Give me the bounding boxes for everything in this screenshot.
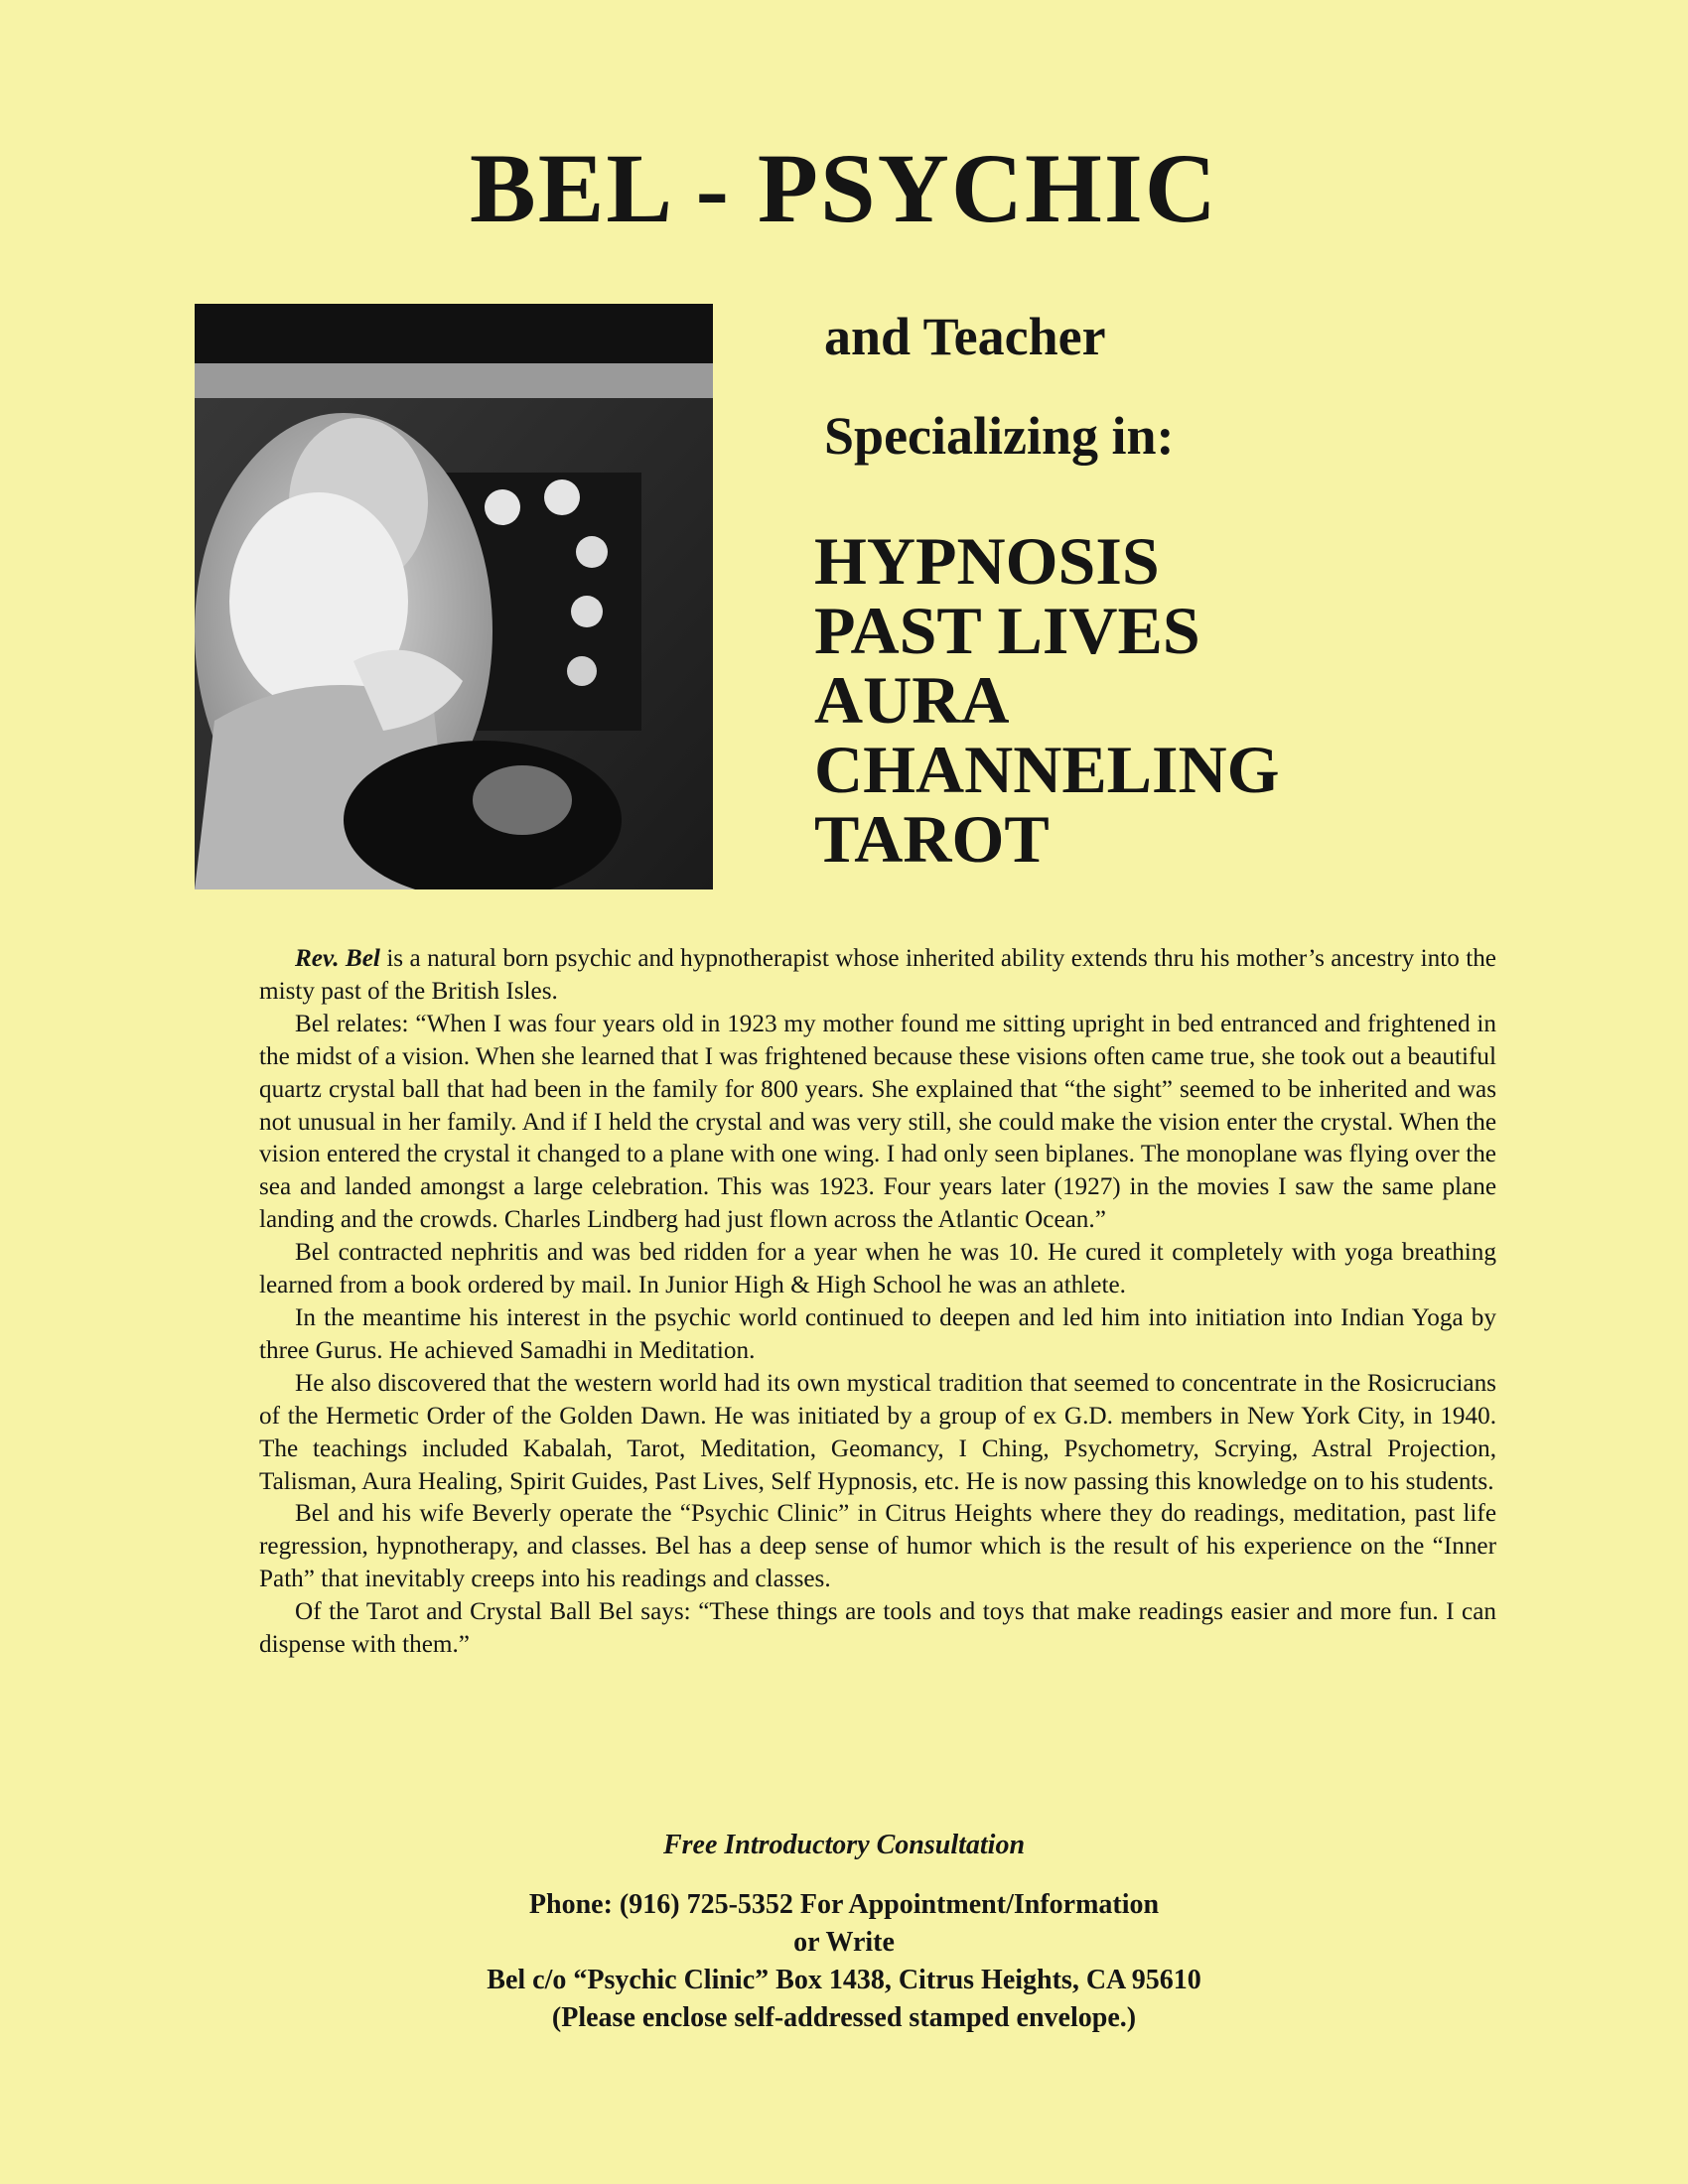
- phone-line: Phone: (916) 725-5352 For Appointment/Information: [528, 1889, 1160, 1920]
- bio-paragraph-5: He also discovered that the western world had its own mystical tradition that seemed to concentrate in the Rosicrucians of the Hermetic Order of the Golden Dawn. He was initiated by a group of ex G.D. members in New York City, in 1940. The teachings included Kabalah, Tarot, Meditation, Geomancy, I Ching, Psychometry, Scrying, Astral Projection, Talisman, Aura Healing, Spirit Guides, Past Lives, Self Hypnosis, etc. He is now passing this knowledge on to his students.: [259, 1369, 1496, 1495]
- biography-text: [259, 943, 1496, 1662]
- specialty-item: PAST LIVES: [814, 593, 1200, 668]
- specialty-item: AURA: [814, 662, 1010, 738]
- bio-paragraph-4: In the meantime his interest in the psychic world continued to deepen and led him into initiation into Indian Yoga by three Gurus. He achieved Samadhi in Meditation.: [259, 1303, 1496, 1364]
- subtitle-line-1: and Teacher: [824, 307, 1106, 366]
- specialties-list: [814, 523, 1280, 877]
- portrait-image: [195, 304, 713, 889]
- specialty-item: CHANNELING: [814, 732, 1280, 807]
- subtitle-line-2: Specializing in:: [824, 406, 1175, 466]
- contact-footer: [0, 1827, 1688, 2037]
- bio-paragraph-1: [259, 943, 1496, 1009]
- specialty-item: TAROT: [814, 801, 1050, 877]
- bio-paragraph-1-text: is a natural born psychic and hypnotherapist whose inherited ability extends thru his mother’s ancestry into the misty past of the British Isles.: [259, 945, 1496, 1005]
- bio-lead-name: Rev. Bel: [295, 945, 380, 972]
- free-consultation-heading: Free Introductory Consultation: [662, 1830, 1026, 1860]
- or-write-line: or Write: [793, 1927, 895, 1958]
- bio-paragraph-7: Of the Tarot and Crystal Ball Bel says: “These things are tools and toys that make readings easier and more fun. I can dispense with them.”: [259, 1598, 1496, 1659]
- mailing-address: Bel c/o “Psychic Clinic” Box 1438, Citrus Heights, CA 95610: [487, 1965, 1201, 1995]
- flyer-title: BEL - PSYCHIC: [470, 133, 1218, 243]
- bio-paragraph-3: Bel contracted nephritis and was bed ridden for a year when he was 10. He cured it completely with yoga breathing learned from a book ordered by mail. In Junior High & High School he was an athlete.: [259, 1239, 1496, 1299]
- bio-paragraph-2: Bel relates: “When I was four years old in 1923 my mother found me sitting upright in bed entranced and frightened in the midst of a vision. When she learned that I was frightened because these visions often came true, she took out a beautiful quartz crystal ball that had been in the family for 800 years. She explained that “the sight” seemed to be inherited and was not unusual in her family. And if I held the crystal and was very still, she could make the vision enter the crystal. When the vision entered the crystal it changed to a plane with one wing. I had only seen biplanes. The monoplane was flying over the sea and landed amongst a large celebration. This was 1923. Four years later (1927) in the movies I saw the same plane landing and the crowds. Charles Lindberg had just flown across the Atlantic Ocean.”: [259, 1010, 1496, 1234]
- envelope-note: (Please enclose self-addressed stamped envelope.): [551, 2002, 1137, 2033]
- portrait-photo: [195, 304, 713, 889]
- bio-paragraph-6: Bel and his wife Beverly operate the “Psychic Clinic” in Citrus Heights where they do readings, meditation, past life regression, hypnotherapy, and classes. Bel has a deep sense of humor which is the result of his experience on the “Inner Path” that inevitably creeps into his readings and classes.: [259, 1500, 1496, 1593]
- specialty-item: HYPNOSIS: [814, 523, 1160, 599]
